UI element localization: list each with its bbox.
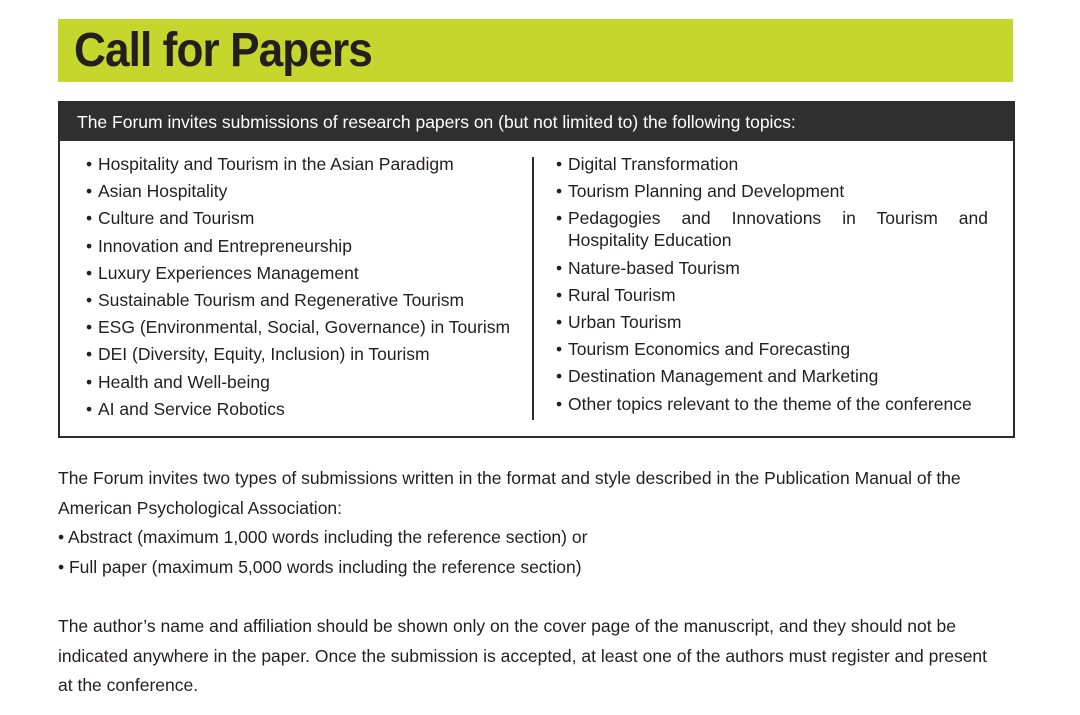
topic-item: • Asian Hospitality xyxy=(86,180,526,202)
submission-intro-line1: The Forum invites two types of submissions written in the format and style described in the Publication Manual of the xyxy=(58,468,961,488)
topics-right-list xyxy=(556,153,988,420)
topics-box xyxy=(58,101,1015,438)
topic-item: • AI and Service Robotics xyxy=(86,398,526,420)
topic-item: • Tourism Planning and Development xyxy=(556,180,988,202)
page-title: Call for Papers xyxy=(74,24,372,77)
topic-item: • Hospitality and Tourism in the Asian Paradigm xyxy=(86,153,526,175)
topic-item: • Culture and Tourism xyxy=(86,207,526,229)
topic-item: • Urban Tourism xyxy=(556,311,988,333)
column-divider xyxy=(532,157,534,420)
topic-item: • Digital Transformation xyxy=(556,153,988,175)
topic-item: • Other topics relevant to the theme of the conference xyxy=(556,393,988,415)
topic-item: • Tourism Economics and Forecasting xyxy=(556,338,988,360)
author-note-paragraph xyxy=(58,612,1018,701)
topic-item: • Sustainable Tourism and Regenerative Tourism xyxy=(86,289,526,311)
submission-types-paragraph xyxy=(58,464,1018,582)
topic-item: • Rural Tourism xyxy=(556,284,988,306)
author-note-line1: The author’s name and affiliation should be shown only on the cover page of the manuscript, and they should not be xyxy=(58,616,956,636)
topic-item-line2: Hospitality Education xyxy=(568,230,732,251)
topic-item: • Destination Management and Marketing xyxy=(556,365,988,387)
topic-item: • Nature-based Tourism xyxy=(556,257,988,279)
topic-item: • Innovation and Entrepreneurship xyxy=(86,235,526,257)
topic-item: • Luxury Experiences Management xyxy=(86,262,526,284)
topic-item: • DEI (Diversity, Equity, Inclusion) in Tourism xyxy=(86,343,526,365)
author-note-line2: indicated anywhere in the paper. Once the submission is accepted, at least one of the authors must register and present xyxy=(58,645,988,666)
topics-header: The Forum invites submissions of research papers on (but not limited to) the following topics: xyxy=(60,103,1013,141)
topic-item-multiline xyxy=(556,207,988,251)
submission-type-full-paper: • Full paper (maximum 5,000 words including the reference section) xyxy=(58,556,582,577)
topic-item: • Health and Well-being xyxy=(86,371,526,393)
author-note-line3: at the conference. xyxy=(58,675,199,695)
submission-type-abstract: • Abstract (maximum 1,000 words including the reference section) or xyxy=(58,527,588,547)
title-banner xyxy=(58,19,1013,82)
topic-item-line1: • Pedagogies and Innovations in Tourism and xyxy=(568,208,988,229)
topics-left-list xyxy=(86,153,526,425)
topic-item: • ESG (Environmental, Social, Governance) in Tourism xyxy=(86,316,526,338)
submission-intro-line2: American Psychological Association: xyxy=(58,497,343,518)
topics-columns xyxy=(60,141,1013,436)
